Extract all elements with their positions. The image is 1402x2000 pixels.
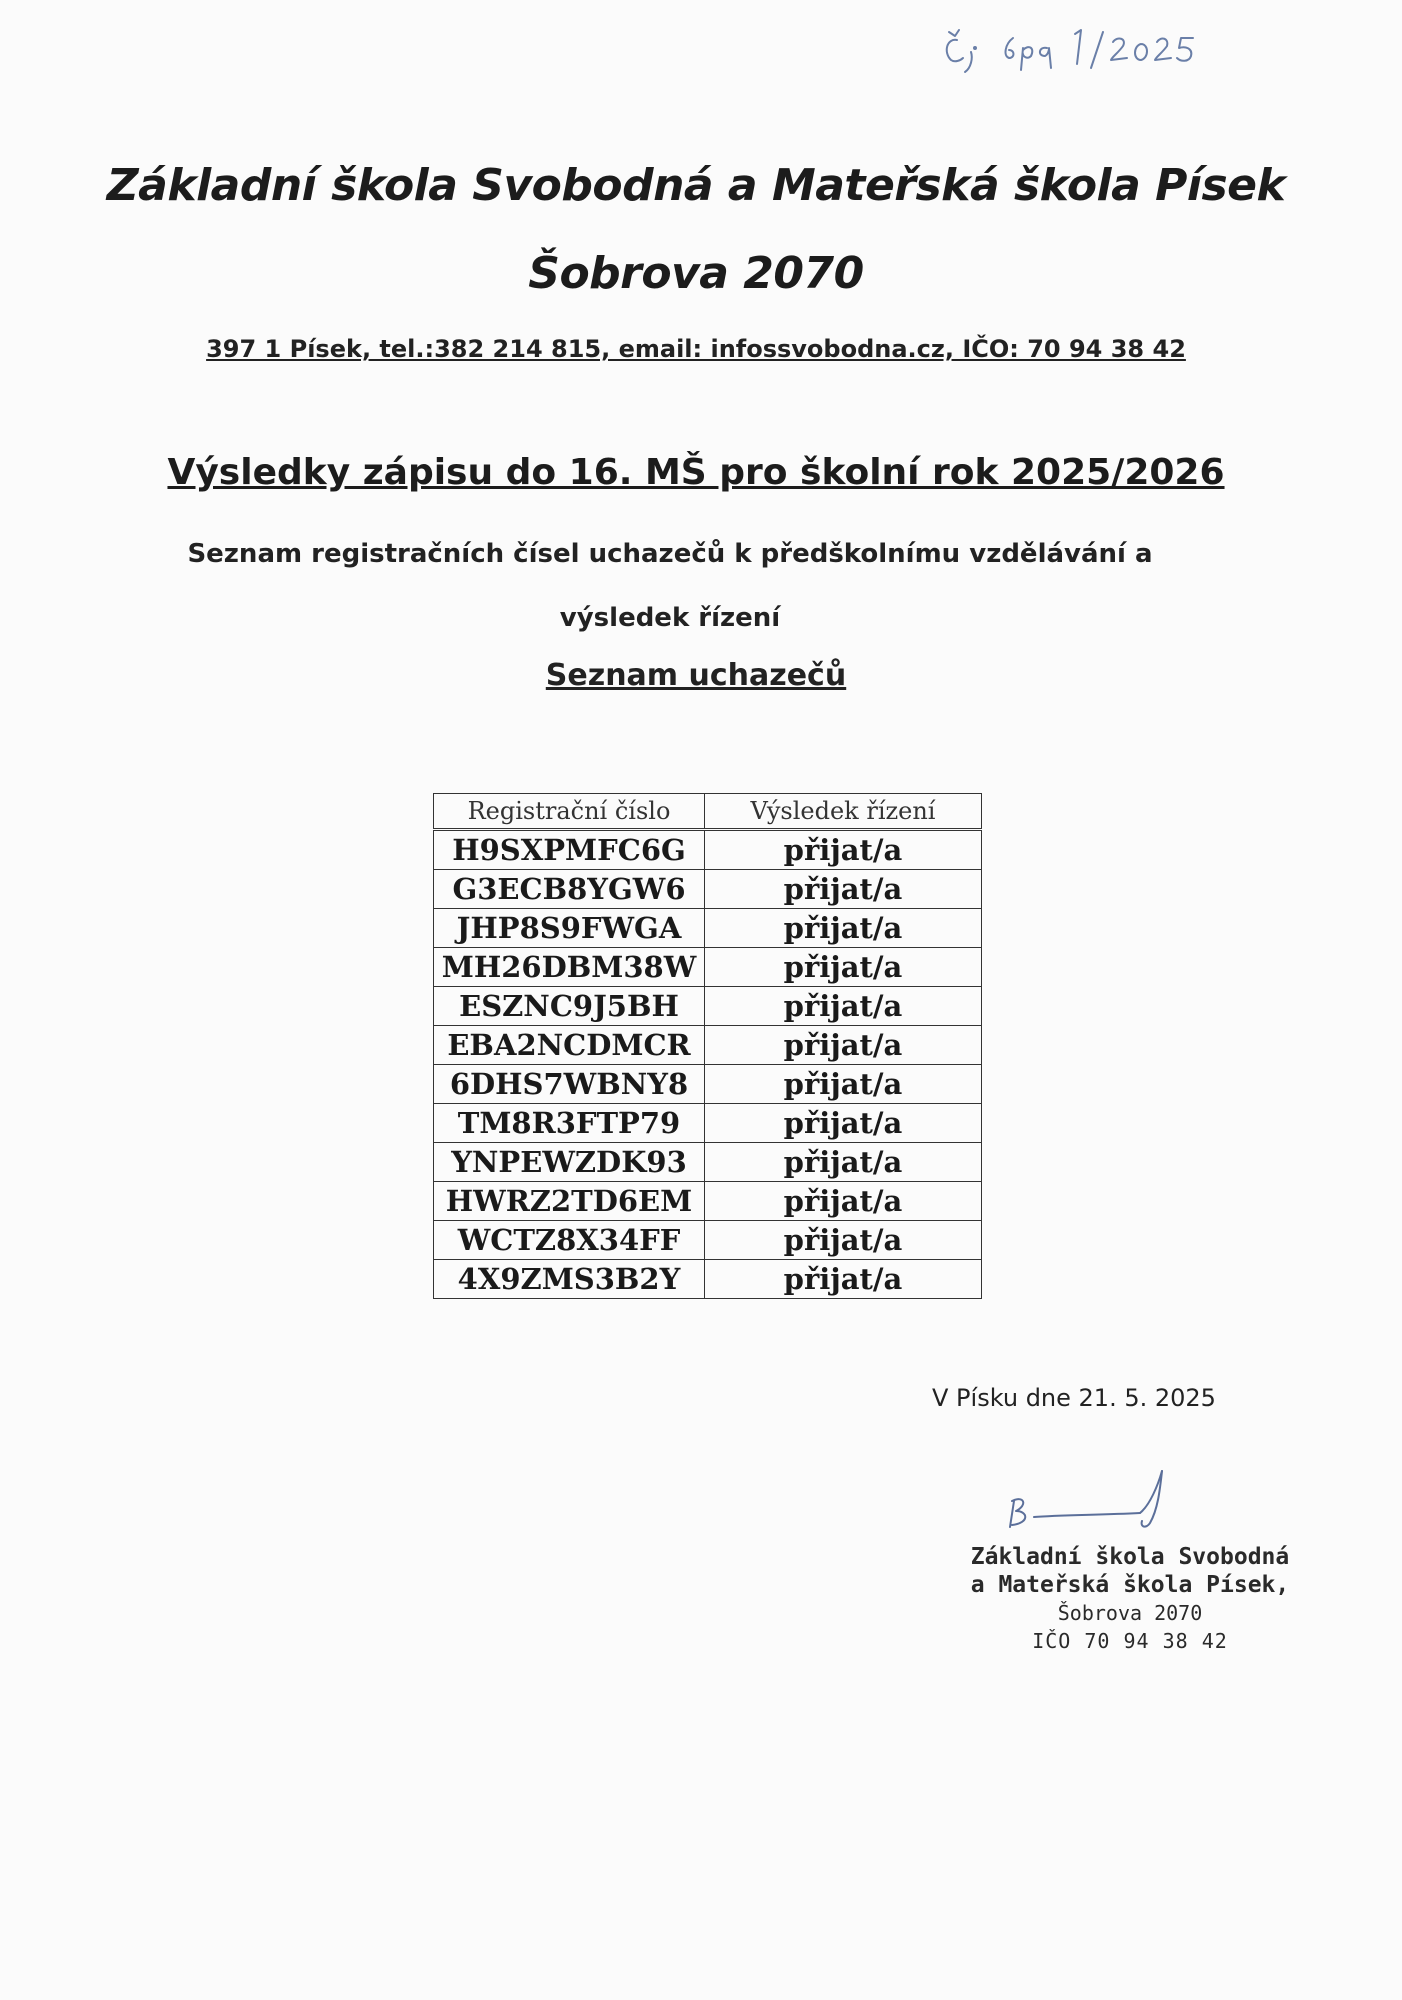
table-row <box>434 909 982 948</box>
result-cell: přijat/a <box>705 830 982 870</box>
result-cell: přijat/a <box>705 870 982 909</box>
result-cell: přijat/a <box>705 1221 982 1260</box>
table-header-row <box>434 794 982 830</box>
registration-number-cell: TM8R3FTP79 <box>434 1104 705 1143</box>
stamp-line-kindergarten: a Mateřská škola Písek, <box>970 1572 1290 1598</box>
stamp-line-street: Šobrova 2070 <box>1057 1601 1203 1625</box>
column-header-result: Výsledek řízení <box>705 794 982 830</box>
results-heading: Výsledky zápisu do 16. MŠ pro školní rok 2025/2026 <box>167 452 1225 493</box>
table-row <box>434 1221 982 1260</box>
registration-number-cell: 6DHS7WBNY8 <box>434 1065 705 1104</box>
table-row <box>434 1026 982 1065</box>
table-row <box>434 1260 982 1299</box>
table-row <box>434 870 982 909</box>
result-cell: přijat/a <box>705 909 982 948</box>
school-name-title: Základní škola Svobodná a Mateřská škola Písek <box>106 160 1286 211</box>
table-row <box>434 948 982 987</box>
handwritten-signature <box>1000 1465 1200 1545</box>
school-address-street-title: Šobrova 2070 <box>528 248 864 299</box>
table-row <box>434 1065 982 1104</box>
list-description: Seznam registračních čísel uchazečů k předškolnímu vzdělávání a výsledek řízení <box>187 539 1153 633</box>
registration-number-cell: MH26DBM38W <box>434 948 705 987</box>
school-stamp <box>950 1543 1310 1655</box>
handwritten-reference-number <box>935 18 1235 78</box>
registration-number-cell: H9SXPMFC6G <box>434 830 705 870</box>
registration-number-cell: ESZNC9J5BH <box>434 987 705 1026</box>
stamp-line-school-name: Základní škola Svobodná <box>970 1544 1290 1570</box>
stamp-line-ico: IČO 70 94 38 42 <box>1032 1629 1228 1653</box>
table-row <box>434 1143 982 1182</box>
contact-info-line: 397 1 Písek, tel.:382 214 815, email: infossvobodna.cz, IČO: 70 94 38 42 <box>206 335 1186 363</box>
registration-number-cell: JHP8S9FWGA <box>434 909 705 948</box>
results-table <box>433 793 982 1299</box>
table-row <box>434 1104 982 1143</box>
registration-number-cell: HWRZ2TD6EM <box>434 1182 705 1221</box>
table-row <box>434 1182 982 1221</box>
result-cell: přijat/a <box>705 987 982 1026</box>
result-cell: přijat/a <box>705 1143 982 1182</box>
result-cell: přijat/a <box>705 1026 982 1065</box>
place-and-date: V Písku dne 21. 5. 2025 <box>932 1384 1216 1412</box>
result-cell: přijat/a <box>705 948 982 987</box>
registration-number-cell: WCTZ8X34FF <box>434 1221 705 1260</box>
result-cell: přijat/a <box>705 1260 982 1299</box>
column-header-registration: Registrační číslo <box>434 794 705 830</box>
result-cell: přijat/a <box>705 1182 982 1221</box>
result-cell: přijat/a <box>705 1065 982 1104</box>
registration-number-cell: G3ECB8YGW6 <box>434 870 705 909</box>
result-cell: přijat/a <box>705 1104 982 1143</box>
registration-number-cell: YNPEWZDK93 <box>434 1143 705 1182</box>
registration-number-cell: 4X9ZMS3B2Y <box>434 1260 705 1299</box>
table-row <box>434 987 982 1026</box>
registration-number-cell: EBA2NCDMCR <box>434 1026 705 1065</box>
table-row <box>434 830 982 870</box>
applicants-list-heading: Seznam uchazečů <box>545 658 847 693</box>
